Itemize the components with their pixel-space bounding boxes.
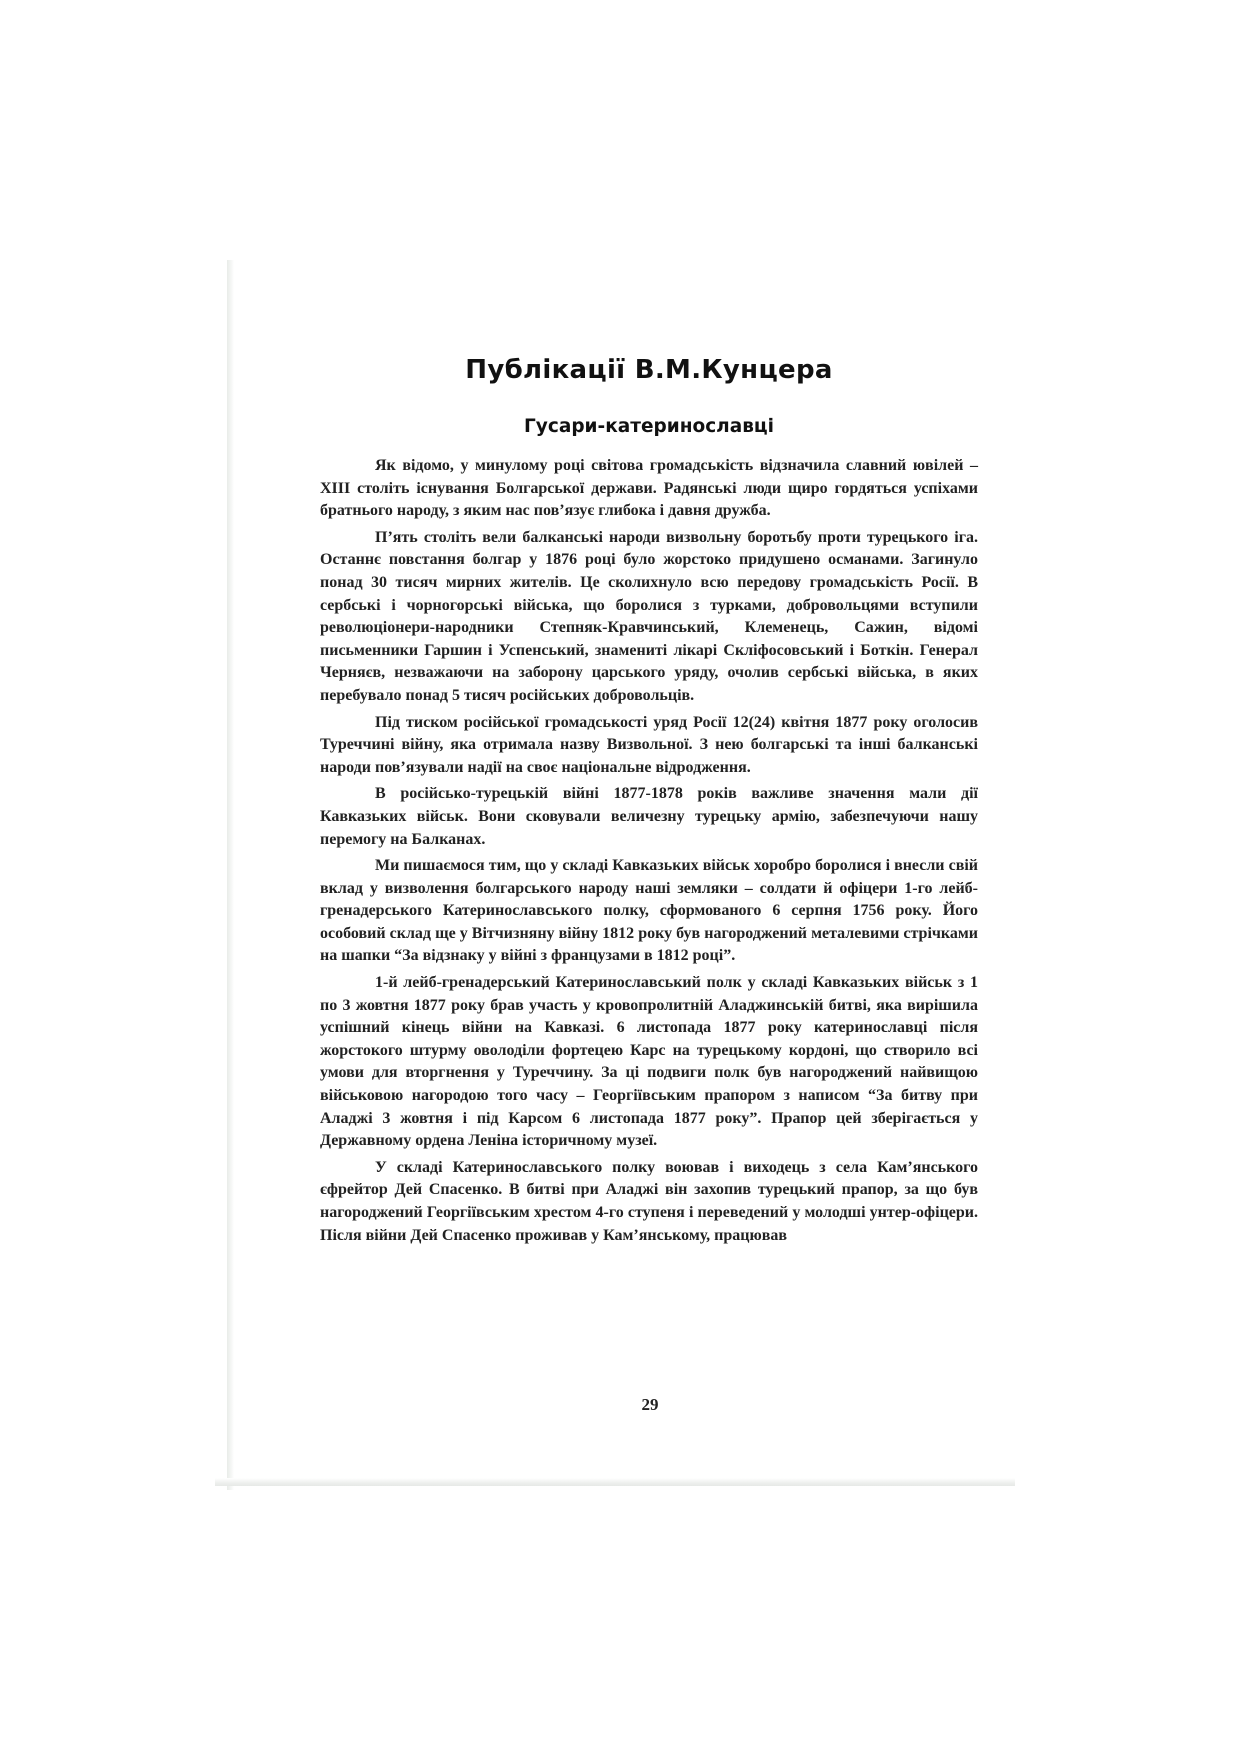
paragraph-6: 1-й лейб-гренадерський Катеринославський полк у складі Кавказьких військ з 1 по 3 жовтня 1877 року брав участь у кровопролитній Аладжинській битві, яка вирішила успішний кінець війни на Кавказі. 6 листопада 1877 року катеринославці після жорстокого штурму оволоділи фортецею Карс на турецькому кордоні, що створило всі умови для вторгнення у Туреччину. За ці подвиги полк був нагороджений найвищою військовою нагородою того часу – Георгіївським прапором з написом “За битву при Аладжі 3 жовтня і під Карсом 6 листопада 1877 року”. Прапор цей зберігається у Державному ордена Леніна історичному музеї. — [320, 974, 978, 1150]
page-content — [320, 355, 978, 1251]
page-number: 29 — [641, 1395, 659, 1414]
paragraph-2: П’ять століть вели балканські народи визвольну боротьбу проти турецького іга. Останнє повстання болгар у 1876 році було жорстоко придушено османами. Загинуло понад 30 тисяч мирних жителів. Це сколихнуло всю передову громадськість Росії. В сербські і чорногорські війська, що боролися з турками, добровольцями вступили революціонери-народники Степняк-Кравчинський, Клеменець, Сажин, відомі письменники Гаршин і Успенський, знамениті лікарі Скліфосовський і Боткін. Генерал Черняєв, незважаючи на заборону царського уряду, очолив сербські війська, в яких перебувало понад 5 тисяч російських добровольців. — [320, 528, 978, 704]
scan-shadow-left — [227, 260, 234, 1490]
paragraph-7: У складі Катеринославського полку воював і виходець з села Кам’янського єфрейтор Дей Спасенко. В битві при Аладжі він захопив турецький прапор, за що був нагороджений Георгіївським хрестом 4-го ступеня і переведений у молодші унтер-офіцери. Після війни Дей Спасенко проживав у Кам’янському, працював — [320, 1158, 978, 1244]
scan-shadow-bottom — [215, 1478, 1015, 1486]
publications-title: Публікації В.М.Кунцера — [465, 355, 833, 385]
article-body — [320, 455, 978, 1247]
article-title: Гусари-катеринославці — [524, 416, 774, 437]
paragraph-5: Ми пишаємося тим, що у складі Кавказьких військ хоробро боролися і внесли свій вклад у визволення болгарського народу наші земляки – солдати й офіцери 1-го лейб-гренадерського Катеринославського полку, сформованого 6 серпня 1756 року. Його особовий склад ще у Вітчизняну війну 1812 року був нагороджений металевими стрічками на шапки “За відзнаку у війні з французами в 1812 році”. — [320, 857, 978, 965]
paragraph-1: Як відомо, у минулому році світова громадськість відзначила славний ювілей – XIII століть існування Болгарської держави. Радянські люди щиро гордяться успіхами братнього народу, з яким нас пов’язує глибока і давня дружба. — [320, 457, 978, 520]
paragraph-3: Під тиском російської громадськості уряд Росії 12(24) квітня 1877 року оголосив Туреччині війну, яка отримала назву Визвольної. З нею болгарські та інші балканські народи пов’язували надії на своє національне відродження. — [320, 713, 978, 776]
paragraph-4: В російсько-турецькій війні 1877-1878 років важливе значення мали дії Кавказьких військ. Вони сковували величезну турецьку армію, забезпечуючи нашу перемогу на Балканах. — [320, 785, 978, 848]
